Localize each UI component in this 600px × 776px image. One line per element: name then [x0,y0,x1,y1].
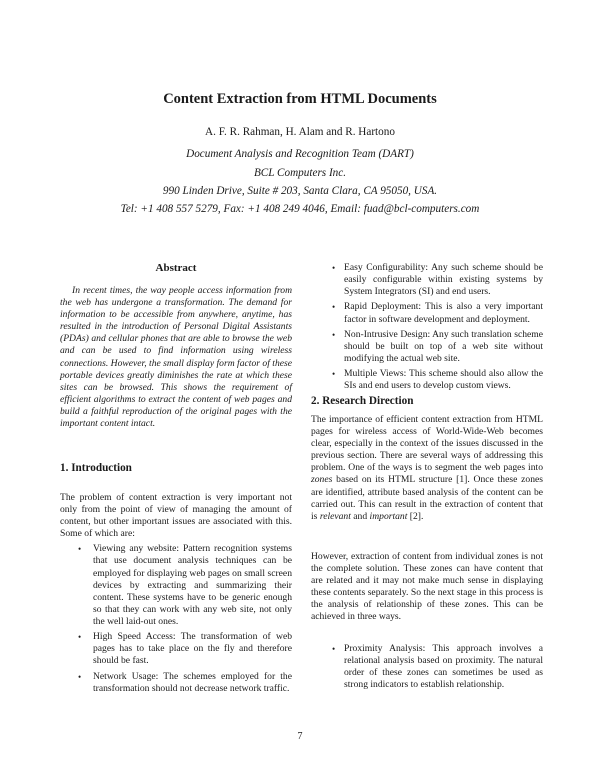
bullet-icon: • [332,369,336,380]
list-item: • Proximity Analysis: This approach involves a relational analysis based on proximity. The natural order of these zones can sometimes be used as strong indicators to establish relationship. [332,643,543,691]
bullet-icon: • [332,329,336,340]
bullet-icon: • [78,632,82,643]
emphasis-zones: zones [311,474,333,486]
emphasis-relevant: relevant [319,510,351,522]
page-number: 7 [297,731,303,742]
list-item: • Multiple Views: This scheme should also allow the SIs and end users to develop custom views. [332,368,543,392]
research-direction-heading: 2. Research Direction [311,395,414,407]
emphasis-important: important [369,510,408,522]
list-item: • Viewing any website: Pattern recognition systems that use document analysis techniques can be employed for displaying web pages on small screen devices by extracting and summarizing their content. These systems have to be generic enough so that they can work with any web site, not only the well laid-out ones. [78,543,292,627]
list-item: • High Speed Access: The transformation of web pages has to take place on the fly and therefore should be fast. [78,631,292,667]
list-item: • Rapid Deployment: This is also a very important factor in software development and deployment. [332,301,543,325]
affiliation: Document Analysis and Recognition Team (DART) [186,148,414,160]
research-paragraph-1: The importance of efficient content extraction from HTML pages for wireless access of World-Wide-Web becomes clear, especially in the context of the issues discussed in the previous section. There are several ways of addressing this problem. One of the ways is to segment the web pages into zones based on its HTML structure [1]. Once these zones are identified, attribute based analysis of the content can be carried out. This can result in the extraction of content that is relevant and important [2]. [311,414,543,522]
contact-line: Tel: +1 408 557 5279, Fax: +1 408 249 4046, Email: fuad@bcl-computers.com [120,203,480,215]
introduction-heading: 1. Introduction [60,462,132,474]
bullet-icon: • [332,644,336,654]
bullet-icon: • [332,263,336,273]
bullet-icon: • [78,544,82,555]
bullet-icon: • [332,302,336,313]
list-item: • Non-Intrusive Design: Any such translation scheme should be built on top of a web site without modifying the actual web site. [332,328,543,365]
right-bullets [311,262,543,396]
requirements-bullet-list [311,262,543,393]
abstract-heading: Abstract [155,262,197,274]
abstract-text: In recent times, the way people access information from the web has undergone a transformation. The demand for information to be accessible from anywhere, anytime, has resulted in the introduction of Personal Digital Assistants (PDAs) and cellular phones that are able to browse the web and can be used to find information using wireless connections. However, the small display form factor of these portable devices greatly diminishes the rate at which these sites can be browsed. This shows the requirement of efficient algorithms to extract the content of web pages and build a faithful reproduction of the original pages with the important content intact. [60,285,292,430]
list-item: • Easy Configurability: Any such scheme should be easily configurable within existing systems by System Integrators (SI) and end users. [332,262,543,298]
authors: A. F. R. Rahman, H. Alam and R. Hartono [205,126,395,138]
list-item: • Network Usage: The schemes employed for the transformation should not decrease network traffic. [78,670,292,694]
introduction-bullet-list [60,543,292,695]
company: BCL Computers Inc. [253,167,347,179]
address: 990 Linden Drive, Suite # 203, Santa Clara, CA 95050, USA. [162,185,438,197]
bullet-icon: • [78,671,82,682]
research-paragraph-2: However, extraction of content from individual zones is not the complete solution. These zones can have content that are related and it may not make much sense in displaying these contents separately. So the next stage in this process is the analysis of relationship of these zones. This can be achieved in three ways. [311,551,543,623]
research-bullet [311,643,543,695]
introduction-body [60,492,292,698]
introduction-paragraph: The problem of content extraction is very important not only from the point of view of managing the amount of content, but other important issues are associated with this. Some of which are: [60,492,292,540]
paper-title: Content Extraction from HTML Documents [163,91,437,107]
